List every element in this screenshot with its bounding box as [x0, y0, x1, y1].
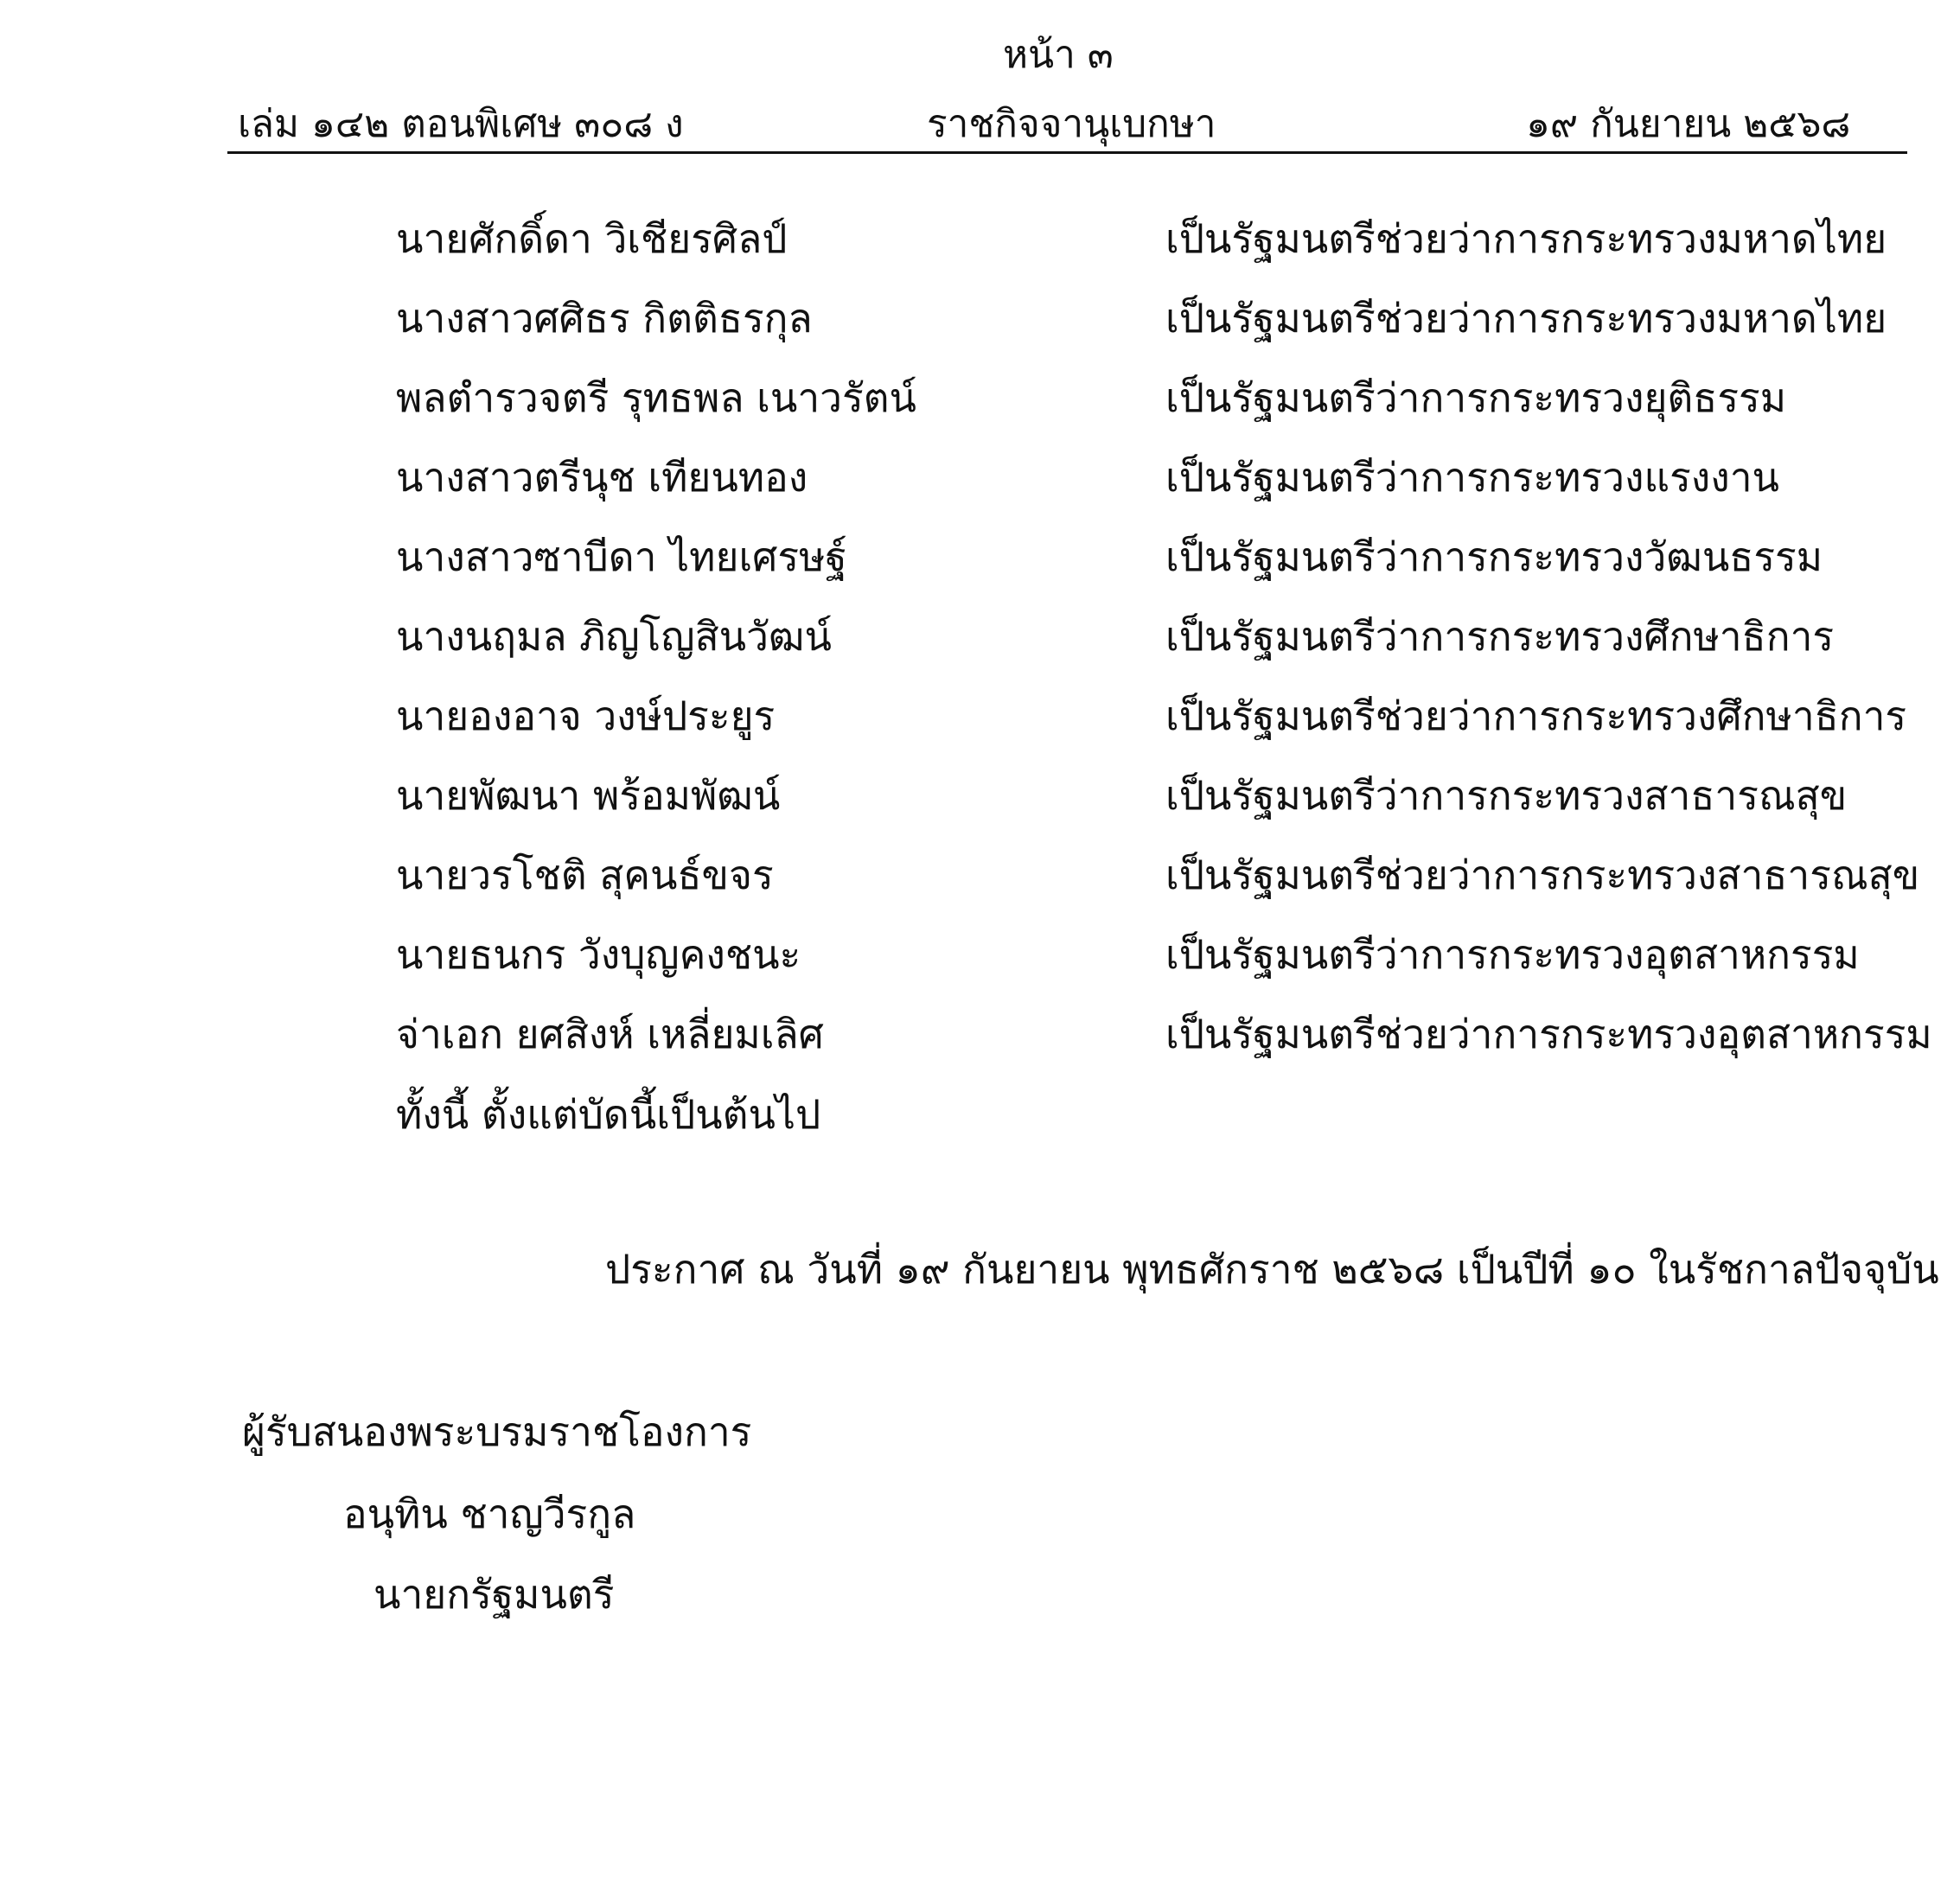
appointee-name: นายวรโชติ สุคนธ์ขจร: [396, 852, 774, 898]
appointee-name: นายธนกร วังบุญคงชนะ: [396, 931, 801, 978]
header-divider: [227, 151, 1907, 154]
effective-clause: ทั้งนี้ ตั้งแต่บัดนี้เป็นต้นไป: [396, 1091, 821, 1138]
proclamation-date-line: ประกาศ ณ วันที่ ๑๙ กันยายน พุทธศักราช ๒๕๖๘ เป็นปีที่ ๑๐ ในรัชกาลปัจจุบัน: [605, 1246, 1939, 1293]
appointee-name: นายพัฒนา พร้อมพัฒน์: [396, 772, 781, 819]
appointment-row: [396, 526, 1909, 605]
appointment-row: [396, 764, 1909, 844]
appointee-position: เป็นรัฐมนตรีว่าการกระทรวงสาธารณสุข: [1165, 772, 1848, 819]
appointee-name: จ่าเอก ยศสิงห์ เหลี่ยมเลิศ: [396, 1011, 824, 1057]
appointee-name: นางสาวซาบีดา ไทยเศรษฐ์: [396, 533, 847, 580]
appointment-row: [396, 287, 1909, 367]
appointee-position: เป็นรัฐมนตรีว่าการกระทรวงศึกษาธิการ: [1165, 613, 1835, 660]
appointee-position: เป็นรัฐมนตรีช่วยว่าการกระทรวงสาธารณสุข: [1165, 852, 1920, 898]
appointee-name: นายองอาจ วงษ์ประยูร: [396, 693, 776, 739]
appointee-name: นายศักดิ์ดา วิเชียรศิลป์: [396, 215, 788, 262]
appointment-row: [396, 844, 1920, 923]
appointment-row: [396, 685, 1909, 764]
issue-date: ๑๙ กันยายน ๒๕๖๘: [1526, 102, 1851, 146]
appointment-row: [396, 207, 1909, 287]
appointee-name: พลตำรวจตรี รุทธพล เนาวรัตน์: [396, 374, 916, 421]
countersign-label: ผู้รับสนองพระบรมราชโองการ: [242, 1408, 752, 1455]
signer-title: นายกรัฐมนตรี: [373, 1571, 615, 1618]
appointment-row: [396, 1003, 1932, 1082]
appointee-position: เป็นรัฐมนตรีว่าการกระทรวงแรงงาน: [1165, 454, 1779, 501]
appointee-position: เป็นรัฐมนตรีว่าการกระทรวงอุตสาหกรรม: [1165, 931, 1860, 978]
appointment-row: [396, 605, 1909, 685]
appointment-row: [396, 923, 1909, 1003]
signer-name: อนุทิน ชาญวีรกูล: [343, 1491, 636, 1537]
appointee-name: นางสาวศศิธร กิตติธรกุล: [396, 295, 813, 342]
gazette-title: ราชกิจจานุเบกษา: [927, 102, 1216, 146]
appointee-name: นางนฤมล ภิญโญสินวัฒน์: [396, 613, 832, 660]
appointment-list: [396, 207, 1932, 1082]
volume-issue: เล่ม ๑๔๒ ตอนพิเศษ ๓๐๘ ง: [238, 102, 684, 146]
appointee-name: นางสาวตรีนุช เทียนทอง: [396, 454, 808, 501]
appointee-position: เป็นรัฐมนตรีช่วยว่าการกระทรวงมหาดไทย: [1165, 215, 1887, 262]
page-number: หน้า ๓: [1003, 33, 1114, 77]
appointment-row: [396, 367, 1909, 446]
appointee-position: เป็นรัฐมนตรีช่วยว่าการกระทรวงอุตสาหกรรม: [1165, 1011, 1932, 1057]
appointee-position: เป็นรัฐมนตรีว่าการกระทรวงยุติธรรม: [1165, 374, 1787, 421]
appointee-position: เป็นรัฐมนตรีช่วยว่าการกระทรวงมหาดไทย: [1165, 295, 1887, 342]
appointee-position: เป็นรัฐมนตรีช่วยว่าการกระทรวงศึกษาธิการ: [1165, 693, 1907, 739]
appointment-row: [396, 446, 1909, 526]
appointee-position: เป็นรัฐมนตรีว่าการกระทรวงวัฒนธรรม: [1165, 533, 1823, 580]
